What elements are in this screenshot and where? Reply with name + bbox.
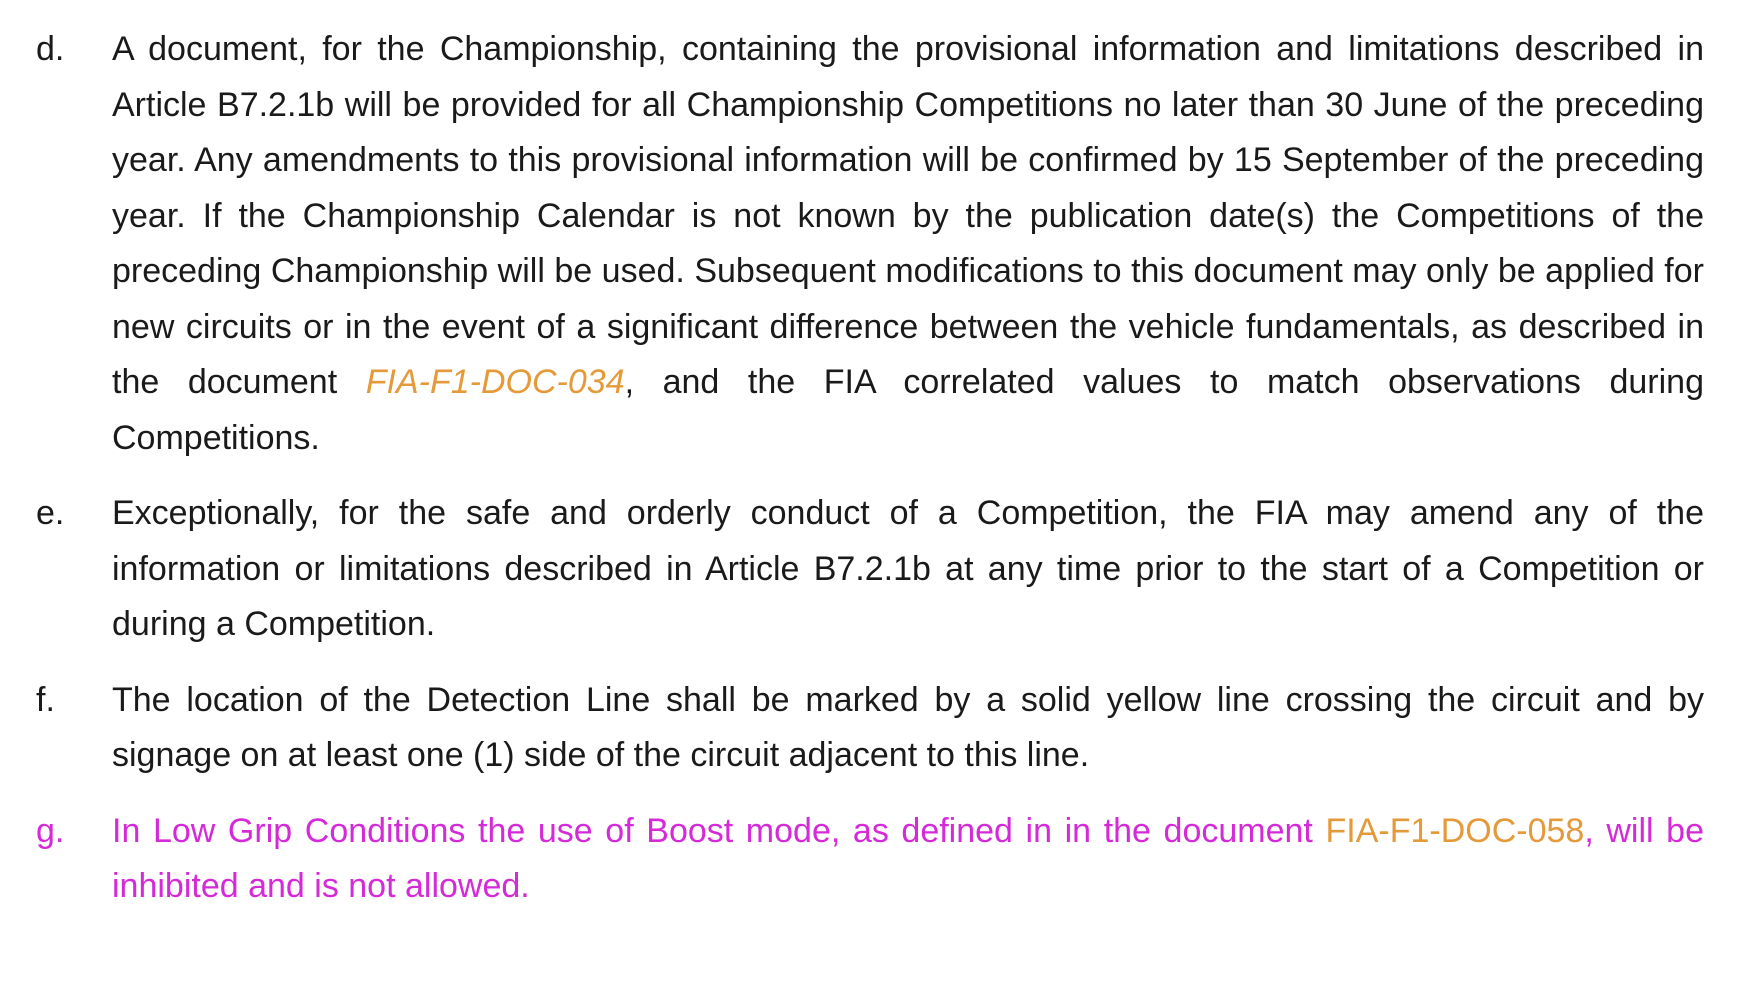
document-reference-link[interactable]: FIA-F1-DOC-034 bbox=[365, 363, 625, 401]
clause-text-after: , and the FIA correlated values to match observations during Competitions. bbox=[112, 363, 1704, 457]
clause-text-before: A document, for the Championship, containing the provisional information and limitations described in Article B7.2.1b will be provided for all Championship Competitions no later than 30 June of the preceding year. Any amendments to this provisional information will be confirmed by 15 September of the preceding year. If the Championship Calendar is not known by the publication date(s) the Competitions of the preceding Championship will be used. Subsequent modifications to this document may only be applied for new circuits or in the event of a significant difference between the vehicle fundamentals, as described in the document bbox=[112, 30, 1704, 401]
clause-d bbox=[0, 22, 1752, 466]
clause-f bbox=[0, 673, 1752, 784]
clause-text-after: , will be inhibited and is not allowed. bbox=[112, 811, 1704, 905]
clause-text bbox=[112, 804, 1704, 915]
clause-text-before: In Low Grip Conditions the use of Boost mode, as defined in in the document bbox=[112, 811, 1326, 850]
clause-marker: g. bbox=[36, 811, 65, 850]
clause-e bbox=[0, 486, 1752, 653]
clause-marker: f. bbox=[36, 680, 55, 719]
clause-marker: d. bbox=[36, 30, 65, 68]
clause-marker: e. bbox=[36, 494, 65, 532]
clause-text bbox=[112, 22, 1704, 466]
clause-text: The location of the Detection Line shall be marked by a solid yellow line crossing the circuit and by signage on at least one (1) side of the circuit adjacent to this line. bbox=[112, 680, 1704, 774]
document-reference-link[interactable]: FIA-F1-DOC-058 bbox=[1325, 811, 1585, 850]
document-page bbox=[0, 22, 1752, 935]
clause-g bbox=[0, 804, 1752, 915]
clause-text: Exceptionally, for the safe and orderly conduct of a Competition, the FIA may amend any of the information or limitations described in Article B7.2.1b at any time prior to the start of a Competition or during a Competition. bbox=[112, 494, 1704, 643]
